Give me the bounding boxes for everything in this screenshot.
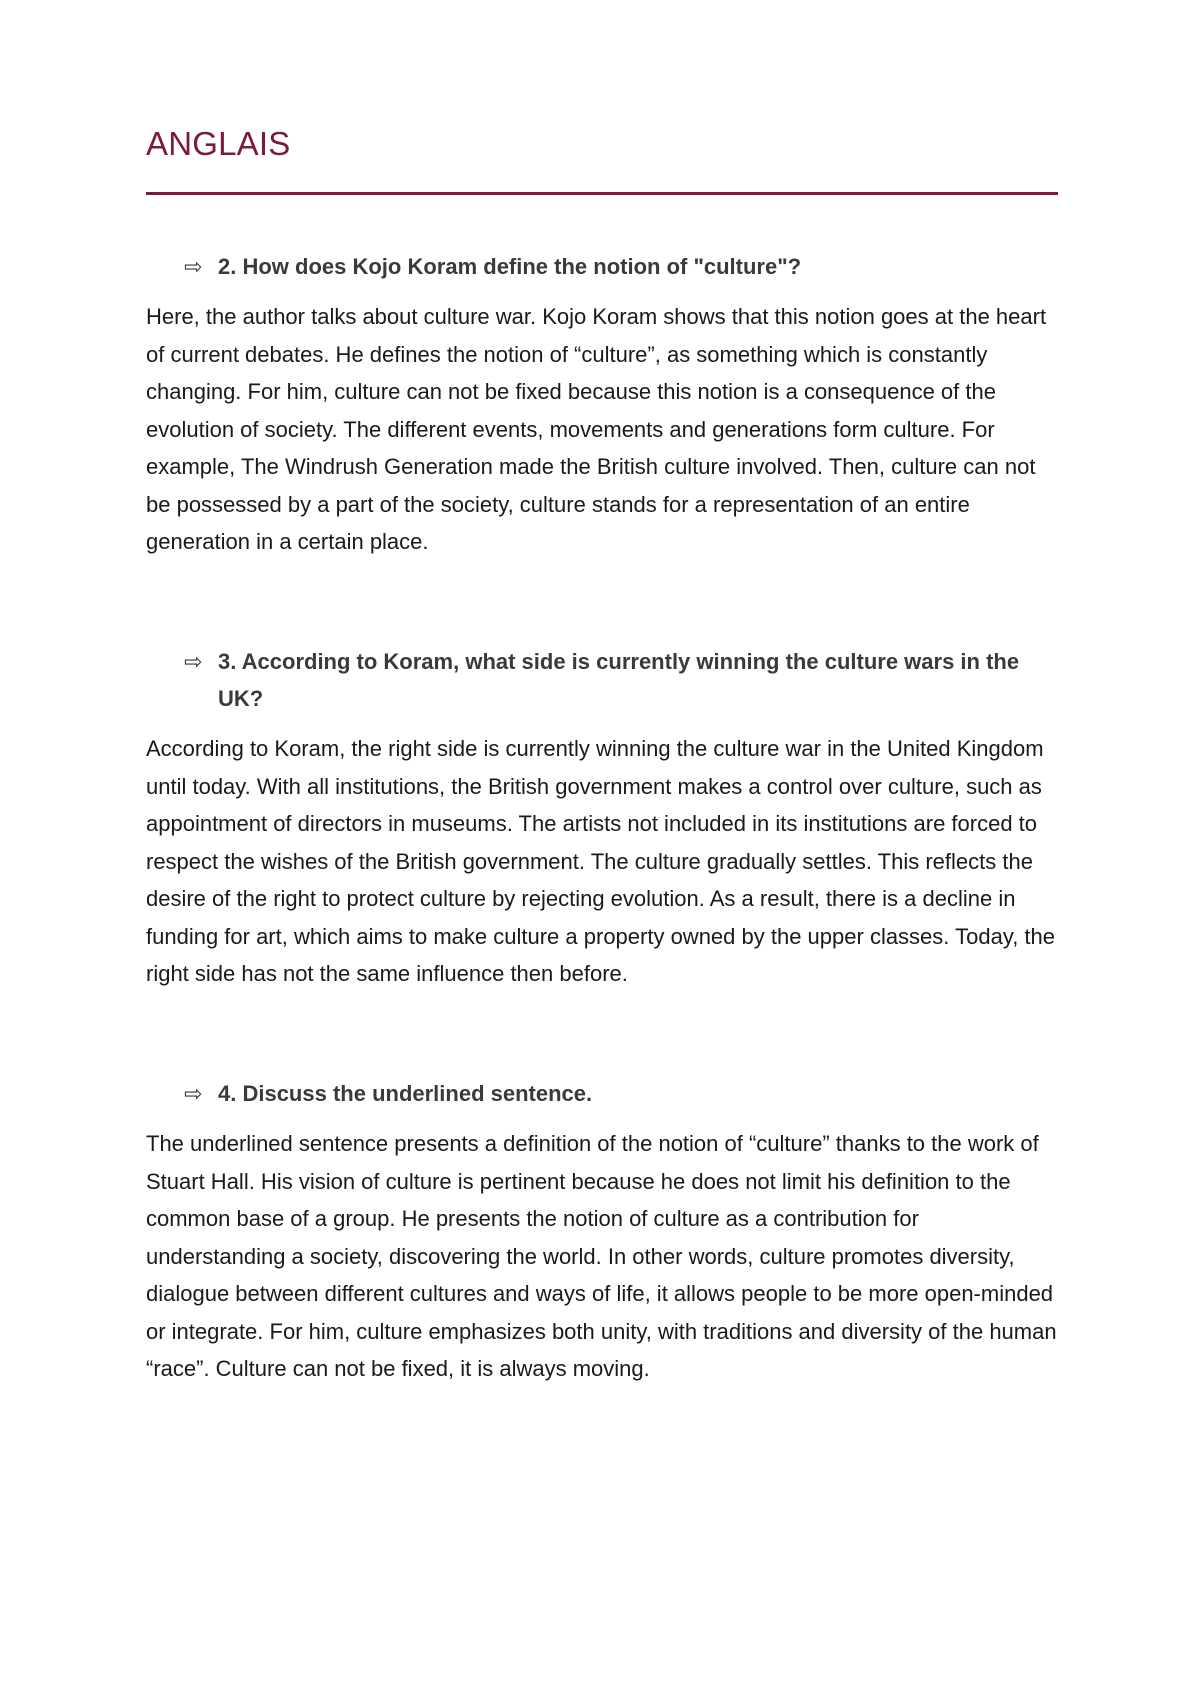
question-3-heading — [184, 643, 1024, 717]
outline-arrow-right-icon: ⇨ — [184, 649, 203, 674]
outline-arrow-right-icon: ⇨ — [184, 1081, 203, 1106]
question-4-heading — [184, 1075, 1024, 1112]
title-underline-rule — [146, 192, 1058, 195]
question-4-text: 4. Discuss the underlined sentence. — [218, 1081, 593, 1106]
document-title: ANGLAIS — [146, 125, 291, 162]
outline-arrow-right-icon: ⇨ — [184, 254, 203, 279]
answer-2-paragraph: Here, the author talks about culture war. Kojo Koram shows that this notion goes at the heart of current debates. He defines the notion of “culture”, as something which is constantly changing. For him, culture can not be fixed because this notion is a consequence of the evolution of society. The different events, movements and generations form culture. For example, The Windrush Generation made the British culture involved. Then, culture can not be possessed by a part of the society, culture stands for a representation of an entire generation in a certain place. — [146, 304, 1047, 554]
answer-3-paragraph: According to Koram, the right side is currently winning the culture war in the United Kingdom until today. With all institutions, the British government makes a control over culture, such as appointment of directors in museums. The artists not included in its institutions are forced to respect the wishes of the British government. The culture gradually settles. This reflects the desire of the right to protect culture by rejecting evolution. As a result, there is a decline in funding for art, which aims to make culture a property owned by the upper classes. Today, the right side has not the same influence then before. — [146, 736, 1056, 986]
question-2-text: 2. How does Kojo Koram define the notion of "culture"? — [218, 254, 802, 279]
answer-4-paragraph: The underlined sentence presents a definition of the notion of “culture” thanks to the work of Stuart Hall. His vision of culture is pertinent because he does not limit his definition to the common base of a group. He presents the notion of culture as a contribution for understanding a society, discovering the world. In other words, culture promotes diversity, dialogue between different cultures and ways of life, it allows people to be more open-minded or integrate. For him, culture emphasizes both unity, with traditions and diversity of the human “race”. Culture can not be fixed, it is always moving. — [146, 1131, 1057, 1381]
question-3-text: 3. According to Koram, what side is currently winning the culture wars in the UK? — [218, 649, 1020, 711]
question-2-heading — [184, 248, 1024, 285]
